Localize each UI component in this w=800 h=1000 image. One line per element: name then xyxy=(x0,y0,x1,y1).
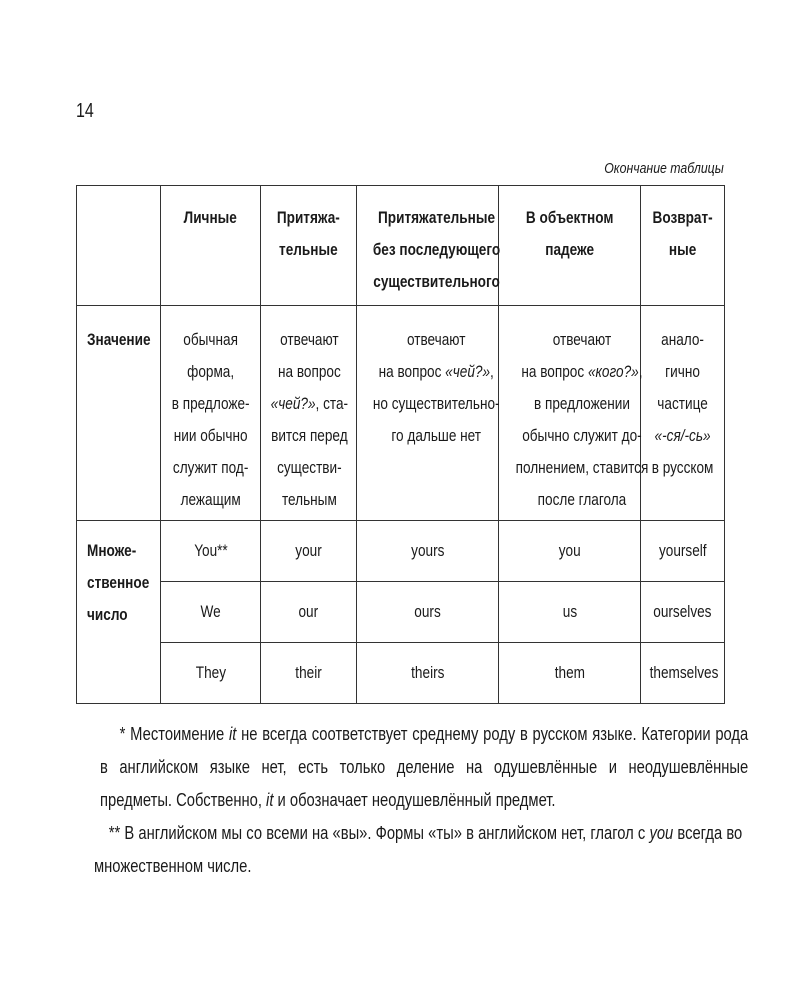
meaning-label: Значение xyxy=(77,306,161,521)
header-empty xyxy=(77,186,161,306)
header-line: Притяжа- xyxy=(277,208,340,227)
cell-line: но существительно- xyxy=(372,394,500,413)
cell-line: тельным xyxy=(281,490,337,509)
cell-line: в предложе- xyxy=(171,394,250,413)
header-line: ные xyxy=(668,240,697,259)
footnotes xyxy=(76,718,749,883)
footnote-2: ** В английском мы со всеми на «вы». Формы «ты» в английском нет, глагол с you всегда во множественном числе. xyxy=(94,823,743,876)
cell-line: отвечают xyxy=(280,330,339,349)
cell-line: число xyxy=(87,605,128,624)
cell-line: после глагола xyxy=(537,490,627,509)
header-objective xyxy=(499,186,641,306)
cell-line: в русском xyxy=(651,458,714,477)
cell-line: обычно служит до- xyxy=(522,426,642,445)
pronoun-table xyxy=(76,185,725,704)
header-line: тельные xyxy=(279,240,338,259)
meaning-possessive xyxy=(261,306,357,521)
header-personal xyxy=(161,186,261,306)
table-cell: your xyxy=(261,521,357,582)
cell-line: «чей?», ста- xyxy=(270,394,349,413)
page-number: 14 xyxy=(76,100,94,122)
meaning-objective xyxy=(499,306,649,521)
table-cell: They xyxy=(161,643,261,704)
plural-row-you xyxy=(77,521,725,582)
meaning-reflexive xyxy=(641,306,725,521)
header-line: Личные xyxy=(183,208,238,227)
cell-line: го дальше нет xyxy=(391,426,482,445)
plural-row-we xyxy=(77,582,725,643)
header-line: без последующего xyxy=(372,240,501,259)
meaning-row xyxy=(77,306,725,521)
table-cell: theirs xyxy=(357,643,499,704)
cell-line: существи- xyxy=(277,458,342,477)
cell-line: анало- xyxy=(661,330,704,349)
cell-line: на вопрос «кого?», xyxy=(521,362,643,381)
cell-line: на вопрос xyxy=(277,362,341,381)
header-line: падеже xyxy=(545,240,594,259)
cell-line: нии обычно xyxy=(173,426,248,445)
meaning-personal xyxy=(161,306,261,521)
cell-line: отвечают xyxy=(552,330,612,349)
cell-line: гично xyxy=(665,362,700,381)
table-cell: their xyxy=(261,643,357,704)
footnote-1: * Местоимение it не всегда соответствует среднему роду в русском языке. Категории рода в английском языке нет, есть только деление на одушевлённые и неодушевлённые предметы. Собственно, it и обозначает неодушевлённый предмет. xyxy=(100,724,749,810)
cell-line: вится перед xyxy=(271,426,348,445)
plural-label xyxy=(77,521,161,704)
cell-line: отвечают xyxy=(406,330,466,349)
table-header-row xyxy=(77,186,725,306)
header-line: В объектном xyxy=(525,208,614,227)
table-cell: yours xyxy=(357,521,499,582)
table-cell: We xyxy=(161,582,261,643)
table-cell: our xyxy=(261,582,357,643)
cell-line: в предложении xyxy=(533,394,630,413)
table-cell: You** xyxy=(161,521,261,582)
table-cell: you xyxy=(499,521,641,582)
header-line: Притяжательные xyxy=(378,208,496,227)
meaning-possessive-absolute xyxy=(357,306,499,521)
cell-line: форма, xyxy=(186,362,234,381)
header-line: существительного xyxy=(373,272,500,291)
table-caption: Окончание таблицы xyxy=(604,160,724,177)
table-cell: us xyxy=(499,582,641,643)
table-cell: yourself xyxy=(641,521,725,582)
table-cell: themselves xyxy=(641,643,725,704)
cell-line: обычная xyxy=(183,330,238,349)
cell-line: «-ся/-сь» xyxy=(654,426,711,445)
header-possessive xyxy=(261,186,357,306)
cell-line: ственное xyxy=(87,573,150,592)
header-line: Возврат- xyxy=(652,208,713,227)
cell-line: частице xyxy=(657,394,708,413)
header-reflexive xyxy=(641,186,725,306)
cell-line: на вопрос «чей?», xyxy=(378,362,494,381)
header-possessive-absolute xyxy=(357,186,499,306)
table-cell: ourselves xyxy=(641,582,725,643)
table-cell: them xyxy=(499,643,641,704)
plural-row-they xyxy=(77,643,725,704)
table-cell: ours xyxy=(357,582,499,643)
cell-line: служит под- xyxy=(172,458,249,477)
cell-line: лежащим xyxy=(180,490,241,509)
cell-line: Множе- xyxy=(87,541,137,560)
cell-line: полнением, ставится xyxy=(515,458,649,477)
